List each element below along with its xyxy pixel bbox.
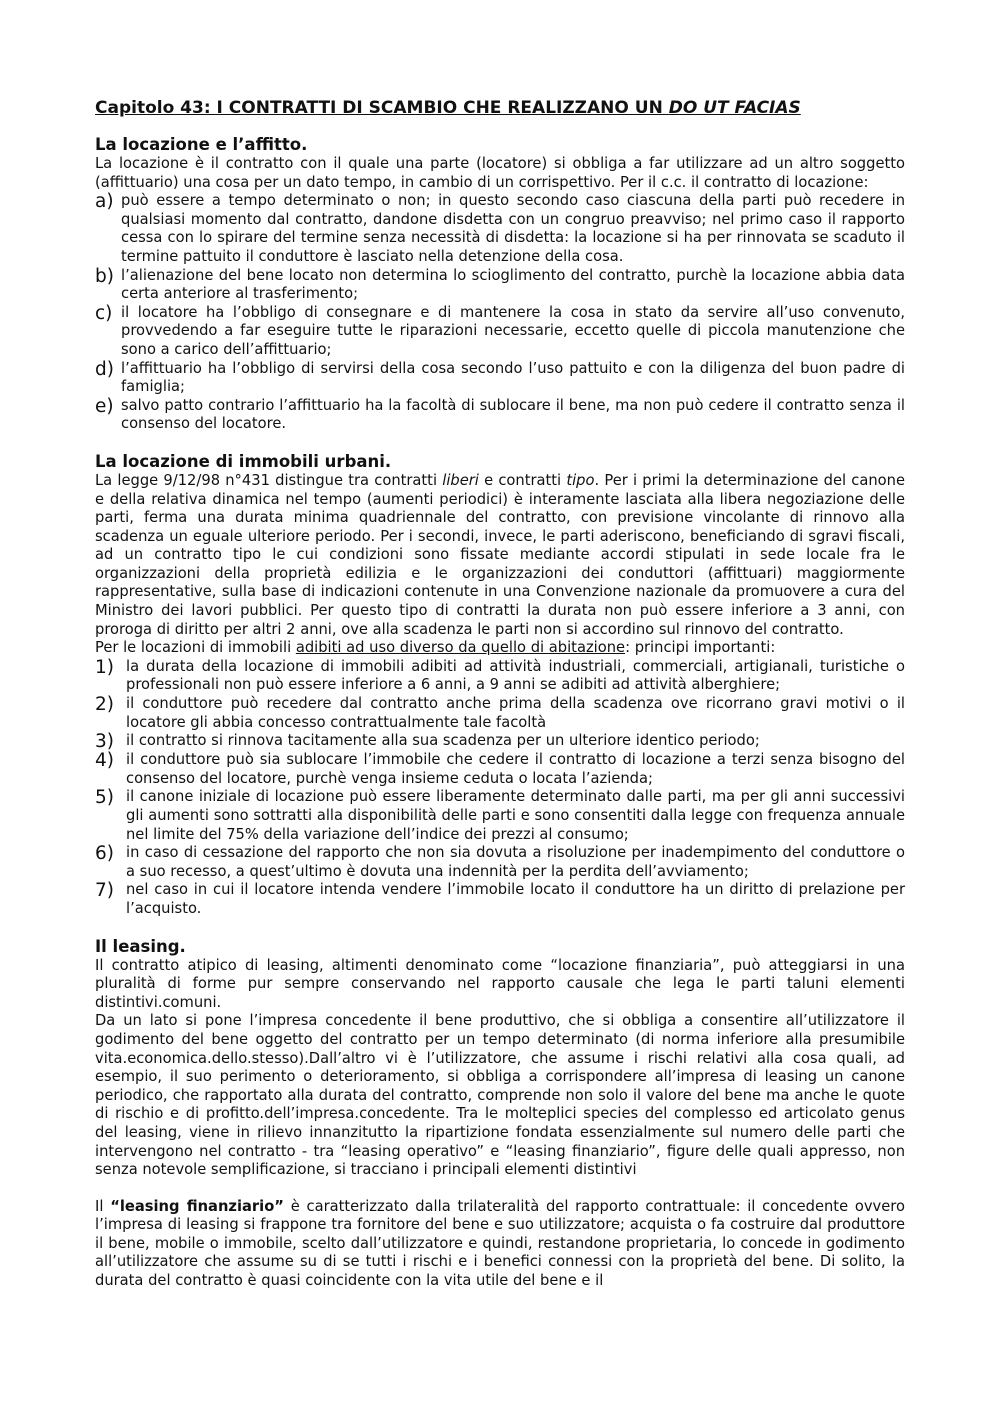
list-marker: c) (95, 302, 113, 324)
list-marker: 1) (95, 656, 114, 678)
list-marker: b) (95, 265, 114, 287)
locazione-intro: La locazione è il contratto con il quale una parte (locatore) si obbliga a far utilizzare ad un altro soggetto (affittuario) una cosa per un dato tempo, in cambio di un corrispettivo. Per il c.c. il contratto di locazione: (95, 155, 905, 191)
list-marker: 7) (95, 880, 114, 902)
text-run: e contratti (478, 471, 567, 489)
paragraph-gap (95, 1180, 905, 1198)
section-title-locazione: La locazione e l’affitto. (95, 135, 308, 154)
list-item (95, 881, 905, 918)
list-item (95, 397, 905, 434)
list-item-text: la durata della locazione di immobili adibiti ad attività industriali, commerciali, artigianali, turistiche o professionali non può essere inferiore a 6 anni, a 9 anni se adibiti ad attività alberghiere; (126, 657, 905, 694)
list-item-text: salvo patto contrario l’affittuario ha la facoltà di sublocare il bene, ma non può cedere il contratto senza il consenso del locatore. (121, 396, 905, 433)
list-marker: 6) (95, 843, 114, 865)
list-marker: 3) (95, 731, 114, 753)
list-item-text: l’affittuario ha l’obbligo di servirsi della cosa secondo l’uso pattuito e con la diligenza del buon padre di famiglia; (121, 359, 905, 396)
list-item-text: il conduttore può sia sublocare l’immobile che cedere il contratto di locazione a terzi senza bisogno del consenso del locatore, purchè venga insieme ceduta o locata l’azienda; (126, 751, 905, 787)
list-marker: 2) (95, 694, 114, 716)
section-leasing (95, 937, 905, 1291)
list-item-text: il contratto si rinnova tacitamente alla sua scadenza per un ulteriore identico periodo; (126, 732, 760, 750)
text-run: . Per i primi la determinazione del canone e della relativa dinamica nel tempo (aumenti periodici) è interamente lasciata alla libera negoziazione delle parti, ferma una durata minima quadriennale del contratto, con previsione vincolante di rinnovo alla scadenza un eguale ulteriore periodo. Per i secondi, invece, le parti aderiscono, beneficiando di sgravi fiscali, ad un contratto tipo le cui condizioni sono fissate mediante accordi stipulati in sede locale fra le organizzazioni della proprietà edilizia e le organizzazioni dei conduttori (affittuari) maggiormente rappresentative, sulla base di indicazioni contenute in una Convenzione nazionale da promuovere a cura del Ministro dei lavori pubblici. Per questo tipo di contratti la durata non può essere inferiore a 3 anni, con proroga di diritto per altri 2 anni, ove alla scadenza le parti non si accordino sul rinnovo del contratto. (95, 471, 905, 638)
immobili-list (95, 658, 905, 919)
chapter-title (95, 97, 905, 119)
text-run: : principi importanti: (625, 639, 776, 657)
list-item (95, 304, 905, 360)
list-marker: 4) (95, 750, 114, 772)
list-marker: e) (95, 395, 114, 417)
text-run: La legge 9/12/98 n°431 distingue tra contratti (95, 471, 443, 489)
list-item-text: l’alienazione del bene locato non determina lo scioglimento del contratto, purchè la locazione abbia data certa anteriore al trasferimento; (121, 266, 905, 303)
list-marker: d) (95, 358, 114, 380)
immobili-paragraph-1 (95, 472, 905, 639)
list-item-text: il conduttore può recedere dal contratto anche prima della scadenza ove ricorrano gravi motivi o il locatore gli abbia concesso contrattualmente tale facoltà (126, 695, 905, 731)
section-locazione (95, 135, 905, 434)
section-immobili (95, 452, 905, 919)
list-item-text: in caso di cessazione del rapporto che non sia dovuta a risoluzione per inadempimento del conduttore o a suo recesso, a quest’ultimo è dovuta una indennità per la perdita dell’avviamento; (126, 844, 905, 880)
section-title-leasing: Il leasing. (95, 936, 186, 956)
list-item (95, 844, 905, 881)
italic-run: tipo (566, 471, 595, 489)
list-item-text: il canone iniziale di locazione può essere liberamente determinato dalle parti, ma per gli anni successivi gli aumenti sono sottratti alla disponibilità delle parti e sono consentiti dalla legge con frequenza annuale nel limite del 75% della variazione dell’indice dei prezzi al consumo; (126, 788, 905, 843)
list-item (95, 751, 905, 788)
text-run: Il (95, 1197, 111, 1215)
list-item-text: il locatore ha l’obbligo di consegnare e di mantenere la cosa in stato da servire all’uso convenuto, provvedendo a far eseguire tutte le riparazioni necessarie, eccetto quelle di piccola manutenzione che sono a carico dell’affittuario; (121, 303, 905, 358)
list-item-text: nel caso in cui il locatore intenda vendere l’immobile locato il conduttore ha un diritto di prelazione per l’acquisto. (126, 881, 905, 917)
leasing-paragraph-1: Il contratto atipico di leasing, altimenti denominato come “locazione finanziaria”, può atteggiarsi in una pluralità di forme pur sempre conservando nel rapporto causale che lega le parti taluni elementi distintivi.comuni. (95, 956, 905, 1011)
section-title-immobili: La locazione di immobili urbani. (95, 451, 392, 471)
leasing-paragraph-2: Da un lato si pone l’impresa concedente il bene produttivo, che si obbliga a consentire all’utilizzatore il godimento del bene oggetto del contratto per un tempo determinato (di norma inferiore alla presumibile vita.economica.dello.stesso).Dall’altro vi è l’utilizzatore, che assume i rischi relativi alla cosa quali, ad esempio, il suo perimento o deterioramento, si obbliga a corrispondere all’impresa di leasing un canone periodico, che rapportato alla durata del contratto, comprende non solo il valore del bene ma anche le quote di rischio e di profitto.dell’impresa.concedente. Tra le molteplici species del complesso ed articolato genus del leasing, viene in rilievo innanzitutto la ripartizione fondata essenzialmente sul numero delle parti che intervengono nel contratto - tra “leasing operativo” e “leasing finanziario”, figure delle quali appresso, non senza notevole semplificazione, si tracciano i principali elementi distintivi (95, 1012, 905, 1179)
list-item (95, 788, 905, 844)
text-run: Per le locazioni di immobili (95, 639, 296, 657)
chapter-title-text: Capitolo 43: I CONTRATTI DI SCAMBIO CHE REALIZZANO UN (95, 98, 669, 118)
list-marker: 5) (95, 787, 114, 809)
list-item-text: può essere a tempo determinato o non; in questo secondo caso ciascuna della parti può recedere in qualsiasi momento dal contratto, dandone disdetta con un congruo preavviso; nel primo caso il rapporto cessa con lo spirare del termine senza necessità di disdetta: la locazione si ha per rinnovata se scaduto il termine pattuito il conduttore è lasciato nella detenzione della cosa. (121, 192, 905, 265)
bold-run: “leasing finanziario” (110, 1197, 284, 1215)
list-item (95, 267, 905, 304)
text-run: è caratterizzato dalla trilateralità del rapporto contrattuale: il concedente ovvero l’impresa di leasing si frappone tra fornitore del bene e suo utilizzatore; acquista o fa costruire dal produttore il bene, mobile o immobile, scelto dall’utilizzatore e quindi, restandone proprietaria, lo concede in godimento all’utilizzatore che assume su di se tutti i rischi e i benefici connessi con la proprietà del bene. Di solito, la durata del contratto è quasi coincidente con la vita utile del bene e il (95, 1197, 905, 1290)
list-item (95, 695, 905, 732)
locazione-list (95, 192, 905, 434)
list-item (95, 192, 905, 266)
list-item (95, 732, 905, 751)
list-item (95, 360, 905, 397)
chapter-title-italic: DO UT FACIAS (668, 98, 801, 118)
list-item (95, 658, 905, 695)
list-marker: a) (95, 191, 114, 213)
italic-run: liberi (442, 471, 479, 489)
immobili-paragraph-2 (95, 639, 905, 658)
underlined-run: adibiti ad uso diverso da quello di abitazione (295, 639, 626, 657)
leasing-paragraph-3 (95, 1198, 905, 1291)
